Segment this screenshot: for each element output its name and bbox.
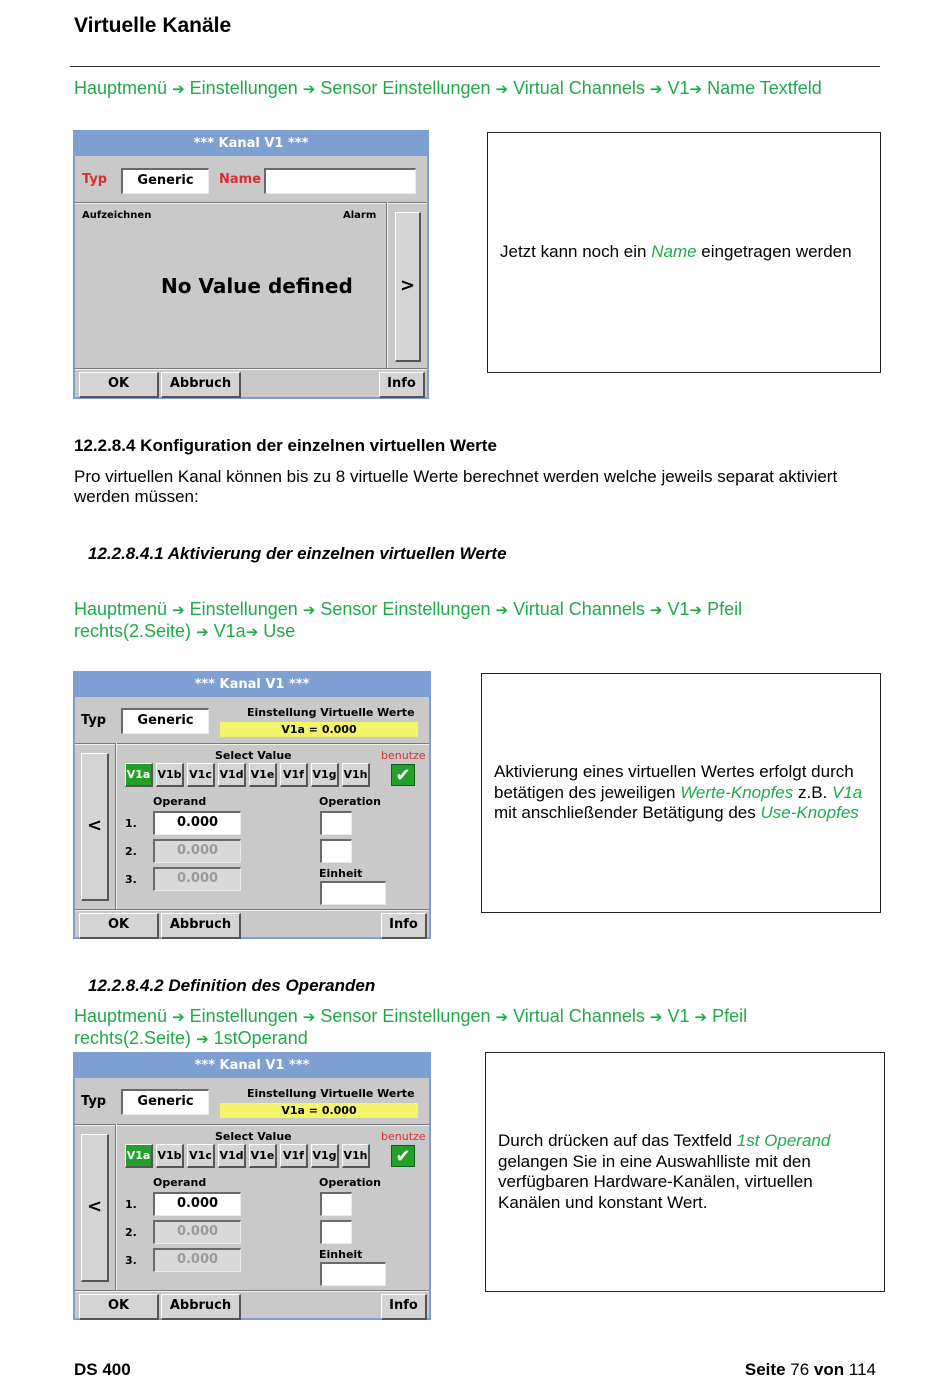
select-value-label: Select Value	[215, 1130, 292, 1143]
note-box-3	[485, 1052, 885, 1292]
footer-text: Seite	[744, 1360, 786, 1379]
path-item: V1	[667, 1006, 690, 1026]
page-title: Virtuelle Kanäle	[74, 14, 232, 37]
nav-path-3	[74, 1006, 894, 1050]
einstellung-label: Einstellung Virtuelle Werte	[247, 706, 415, 719]
path-item: Sensor Einstellungen	[320, 1006, 491, 1026]
value-button-v1d[interactable]: V1d	[218, 763, 246, 787]
note-emphasis: Werte-Knopfes	[680, 782, 794, 802]
section-paragraph: Pro virtuellen Kanal können bis zu 8 virtuelle Werte berechnet werden welche jeweils separat aktiviert werden müssen:	[74, 467, 838, 506]
operand-1-field[interactable]: 0.000	[153, 811, 241, 835]
note-emphasis: V1a	[832, 782, 863, 802]
ok-button[interactable]: OK	[79, 913, 159, 939]
note-emphasis: 1st Operand	[736, 1131, 831, 1150]
note-text-2	[494, 762, 868, 824]
operation-1-field[interactable]	[320, 811, 352, 835]
path-item: Virtual Channels	[513, 78, 645, 98]
note-text: Aktivierung eines virtuellen Wertes erfolgt durch betätigen des jeweiligen	[494, 762, 854, 802]
operand-2-field[interactable]: 0.000	[153, 839, 241, 863]
arrow-icon: ➔	[689, 81, 703, 98]
row-number: 2.	[125, 845, 137, 858]
divider	[115, 1124, 117, 1290]
einstellung-label: Einstellung Virtuelle Werte	[247, 1087, 415, 1100]
value-button-v1a[interactable]: V1a	[125, 1144, 153, 1168]
nav-path-line	[74, 599, 894, 621]
path-item: Einstellungen	[189, 1006, 298, 1026]
note-box-1	[487, 132, 881, 373]
arrow-icon: ➔	[172, 1009, 185, 1026]
footer-text: von	[813, 1360, 845, 1379]
select-value-label: Select Value	[215, 749, 292, 762]
arrow-icon: ➔	[694, 1009, 708, 1026]
footer-text: 114	[848, 1360, 876, 1379]
divider	[115, 743, 117, 909]
use-check-button[interactable]: ✔	[391, 1145, 415, 1167]
note-text: mit anschließender Betätigung des	[494, 803, 761, 823]
path-item: Sensor Einstellungen	[320, 78, 491, 98]
note-text-1	[500, 242, 852, 263]
arrow-icon: ➔	[649, 81, 663, 98]
value-button-v1a[interactable]: V1a	[125, 763, 153, 787]
value-display: V1a = 0.000	[220, 1103, 418, 1118]
value-button-v1h[interactable]: V1h	[342, 1144, 370, 1168]
arrow-icon: ➔	[172, 81, 185, 98]
value-button-v1h[interactable]: V1h	[342, 763, 370, 787]
device-screen-2	[73, 671, 431, 939]
einheit-field[interactable]	[320, 881, 386, 905]
footer-product: DS 400	[74, 1360, 131, 1379]
einheit-label: Einheit	[319, 867, 363, 880]
path-item: Name Textfeld	[707, 78, 822, 98]
name-label: Name	[219, 172, 262, 187]
prev-page-button[interactable]: <	[81, 1134, 109, 1282]
benutze-label: benutze	[381, 749, 426, 762]
info-button[interactable]: Info	[381, 1294, 427, 1320]
aufzeichnen-label: Aufzeichnen	[82, 210, 152, 221]
typ-label: Typ	[81, 713, 107, 728]
divider	[75, 368, 427, 370]
path-item: Sensor Einstellungen	[320, 599, 491, 619]
device-screen-3	[73, 1052, 431, 1320]
operand-3-field[interactable]: 0.000	[153, 1248, 241, 1272]
next-page-button[interactable]: >	[395, 212, 421, 362]
value-button-row	[125, 763, 375, 787]
info-button[interactable]: Info	[379, 372, 425, 398]
operand-1-field[interactable]: 0.000	[153, 1192, 241, 1216]
arrow-icon: ➔	[196, 1031, 209, 1048]
nav-path-line	[74, 621, 894, 643]
note-box-2	[481, 673, 881, 913]
value-button-v1g[interactable]: V1g	[311, 1144, 339, 1168]
arrow-icon: ➔	[649, 1009, 663, 1026]
note-text: gelangen Sie in eine Auswahlliste mit den verfügbaren Hardware-Kanälen, virtuellen Kanälen und konstant Wert.	[498, 1151, 813, 1212]
operation-1-field[interactable]	[320, 1192, 352, 1216]
note-text-3	[498, 1131, 872, 1213]
note-emphasis: Name	[651, 242, 697, 262]
arrow-icon: ➔	[172, 602, 185, 619]
value-display: V1a = 0.000	[220, 722, 418, 737]
note-emphasis: Use-Knopfes	[760, 803, 859, 823]
info-button[interactable]: Info	[381, 913, 427, 939]
typ-label: Typ	[81, 1094, 107, 1109]
typ-field[interactable]: Generic	[121, 1089, 209, 1115]
typ-field[interactable]: Generic	[121, 168, 209, 194]
path-item: Pfeil	[712, 1006, 748, 1026]
path-item: V1	[667, 78, 690, 98]
name-input[interactable]	[264, 168, 416, 194]
operation-label: Operation	[319, 1176, 381, 1189]
divider	[75, 909, 429, 911]
header-divider	[70, 66, 880, 67]
arrow-icon: ➔	[302, 1009, 316, 1026]
prev-page-button[interactable]: <	[81, 753, 109, 901]
subsection-heading: 12.2.8.4.1 Aktivierung der einzelnen virtuellen Werte	[88, 544, 507, 563]
typ-label: Typ	[82, 172, 108, 187]
path-item: Hauptmenü	[74, 599, 168, 619]
value-button-row	[125, 1144, 375, 1168]
ok-button[interactable]: OK	[79, 1294, 159, 1320]
path-item: 1stOperand	[213, 1028, 308, 1048]
divider	[75, 1290, 429, 1292]
einheit-label: Einheit	[319, 1248, 363, 1261]
value-button-v1d[interactable]: V1d	[218, 1144, 246, 1168]
arrow-icon: ➔	[302, 602, 316, 619]
value-button-v1b[interactable]: V1b	[156, 763, 184, 787]
path-item: Use	[263, 621, 296, 641]
operation-label: Operation	[319, 795, 381, 808]
path-item: Hauptmenü	[74, 1006, 168, 1026]
path-item: rechts(2.Seite)	[74, 1028, 192, 1048]
row-number: 2.	[125, 1226, 137, 1239]
einheit-field[interactable]	[320, 1262, 386, 1286]
arrow-icon: ➔	[689, 602, 703, 619]
value-button-v1e[interactable]: V1e	[249, 1144, 277, 1168]
note-text: eingetragen werden	[696, 242, 852, 262]
path-item: Einstellungen	[189, 599, 298, 619]
operand-2-field[interactable]: 0.000	[153, 1220, 241, 1244]
ok-button[interactable]: OK	[79, 372, 159, 398]
row-number: 1.	[125, 817, 137, 830]
screen-title: *** Kanal V1 ***	[75, 1054, 429, 1078]
nav-path-2	[74, 599, 894, 643]
abbruch-button[interactable]: Abbruch	[161, 913, 241, 939]
benutze-label: benutze	[381, 1130, 426, 1143]
value-button-v1g[interactable]: V1g	[311, 763, 339, 787]
divider	[75, 202, 427, 204]
abbruch-button[interactable]: Abbruch	[161, 372, 241, 398]
path-item: Virtual Channels	[513, 599, 645, 619]
operand-label: Operand	[153, 795, 207, 808]
divider	[75, 743, 429, 745]
arrow-icon: ➔	[495, 602, 509, 619]
note-text: Jetzt kann noch ein	[500, 242, 652, 262]
value-button-v1c[interactable]: V1c	[187, 1144, 215, 1168]
screen-title: *** Kanal V1 ***	[75, 132, 427, 156]
value-button-v1f[interactable]: V1f	[280, 763, 308, 787]
operation-2-field[interactable]	[320, 839, 352, 863]
nav-path-line	[74, 1028, 894, 1050]
arrow-icon: ➔	[649, 602, 663, 619]
value-button-v1b[interactable]: V1b	[156, 1144, 184, 1168]
note-text: z.B.	[793, 782, 832, 802]
arrow-icon: ➔	[495, 1009, 509, 1026]
device-screen-1	[73, 130, 429, 399]
path-item: Virtual Channels	[513, 1006, 645, 1026]
subsection-heading: 12.2.8.4.2 Definition des Operanden	[88, 976, 376, 995]
nav-path-1	[74, 78, 822, 100]
value-button-v1c[interactable]: V1c	[187, 763, 215, 787]
arrow-icon: ➔	[495, 81, 509, 98]
path-item: Hauptmenü	[74, 78, 168, 98]
footer-page-number	[745, 1360, 876, 1380]
typ-field[interactable]: Generic	[121, 708, 209, 734]
alarm-label: Alarm	[343, 210, 377, 221]
divider	[75, 1124, 429, 1126]
use-check-button[interactable]: ✔	[391, 764, 415, 786]
row-number: 3.	[125, 1254, 137, 1267]
arrow-icon: ➔	[196, 624, 209, 641]
value-button-v1f[interactable]: V1f	[280, 1144, 308, 1168]
path-item: Einstellungen	[189, 78, 298, 98]
footer-text: 76	[790, 1360, 810, 1379]
divider	[386, 202, 388, 368]
row-number: 1.	[125, 1198, 137, 1211]
section-heading: 12.2.8.4 Konfiguration der einzelnen virtuellen Werte	[74, 436, 497, 455]
path-item: V1	[667, 599, 690, 619]
row-number: 3.	[125, 873, 137, 886]
operand-label: Operand	[153, 1176, 207, 1189]
value-button-v1e[interactable]: V1e	[249, 763, 277, 787]
operation-2-field[interactable]	[320, 1220, 352, 1244]
path-item: V1a	[213, 621, 246, 641]
path-item: rechts(2.Seite)	[74, 621, 192, 641]
arrow-icon: ➔	[302, 81, 316, 98]
screen-title: *** Kanal V1 ***	[75, 673, 429, 697]
no-value-message: No Value defined	[161, 274, 353, 298]
path-item: Pfeil	[707, 599, 743, 619]
nav-path-line	[74, 1006, 894, 1028]
operand-3-field[interactable]: 0.000	[153, 867, 241, 891]
note-text: Durch drücken auf das Textfeld	[498, 1131, 737, 1150]
abbruch-button[interactable]: Abbruch	[161, 1294, 241, 1320]
arrow-icon: ➔	[245, 624, 259, 641]
